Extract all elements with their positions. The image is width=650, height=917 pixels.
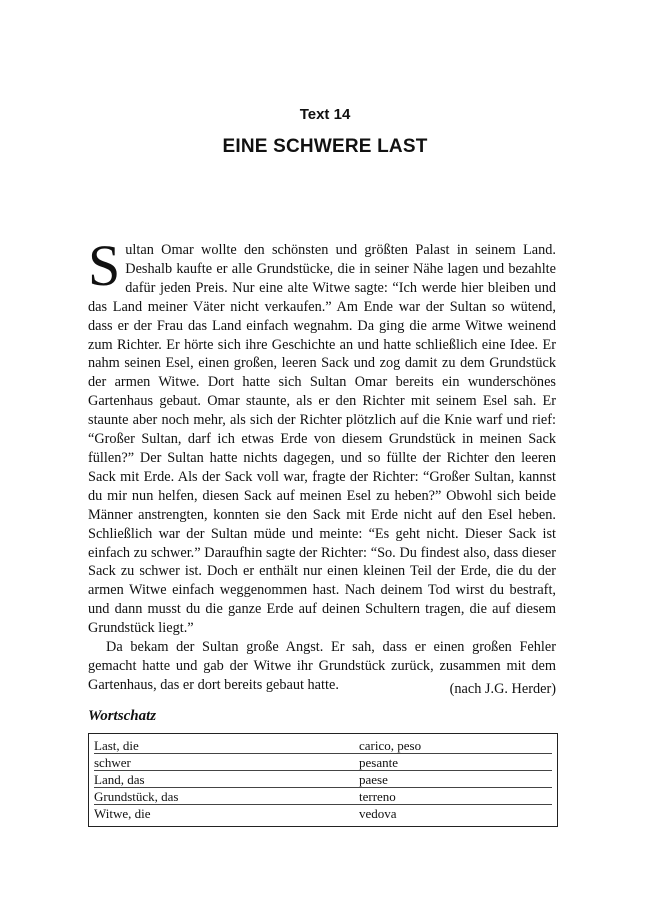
paragraph-1 xyxy=(88,233,556,638)
vocabulary-term: Last, die xyxy=(94,737,359,754)
vocabulary-term: Grundstück, das xyxy=(94,788,359,805)
vocabulary-row xyxy=(94,771,552,788)
vocabulary-table xyxy=(88,733,558,827)
story-body xyxy=(88,233,556,695)
vocabulary-translation: vedova xyxy=(359,806,397,821)
vocabulary-translation: paese xyxy=(359,771,552,788)
vocabulary-translation: pesante xyxy=(359,754,552,771)
vocabulary-heading: Wortschatz xyxy=(88,708,157,724)
vocabulary-term: schwer xyxy=(94,754,359,771)
vocabulary-translation: terreno xyxy=(359,788,552,805)
vocabulary-term: Witwe, die xyxy=(94,806,151,821)
paragraph-1-text: ultan Omar wollte den schönsten und größten Palast in seinem Land. Deshalb kaufte er alle Grundstücke, die in seiner Nähe lagen und bezahlte dafür jeden Preis. Nur eine alte Witwe sagte: “Ich werde hier bleiben und das Land meiner Väter nicht verkaufen.” Am Ende war der Sultan so wütend, dass er der Frau das Land einfach wegnahm. Da ging die arme Witwe weinend zum Richter. Er hörte sich ihre Geschichte an und hatte schließlich eine Idee. Er nahm seinen Esel, einen großen, leeren Sack und zog damit zu dem Grundstück der armen Witwe. Dort hatte sich Sultan Omar bereits ein wunderschönes Gartenhaus gebaut. Omar staunte, als er den Richter mit seinem Esel sah. Er staunte aber noch mehr, als sich der Richter plötzlich auf die Knie warf und rief: “Großer Sultan, darf ich etwas Erde von diesem Grundstück in meinen Sack füllen?” Der Sultan hatte nichts dagegen, und so füllte der Richter den leeren Sack mit Erde. Als der Sack voll war, fragte der Richter: “Großer Sultan, kannst du mir nun helfen, diesen Sack auf meinen Esel zu heben?” Obwohl sich beide Männer anstrengten, konnten sie den Sack mit Erde nicht auf den Esel heben. Schließlich war der Sultan müde und meinte: “Es geht nicht. Dieser Sack ist einfach zu schwer.” Daraufhin sagte der Richter: “So. Du findest also, dass dieser Sack zu schwer ist. Doch er enthält nur einen kleinen Teil der Erde, die du der armen Witwe einfach weggenommen hast. Nach deinem Tod wirst du bestraft, und dann musst du die ganze Erde auf deinen Schultern tragen, die auf diesem Grundstück liegt.” xyxy=(88,242,556,637)
text-number: Text 14 xyxy=(299,106,351,123)
vocabulary-row xyxy=(94,805,552,822)
page-title: EINE SCHWERE LAST xyxy=(222,136,428,157)
attribution: (nach J.G. Herder) xyxy=(449,681,556,697)
paragraph-2: Da bekam der Sultan große Angst. Er sah, dass er einen großen Fehler gemacht hatte und gab der Witwe ihr Grundstück zurück, zusammen mit dem Gartenhaus, das er dort bereits gebaut hatte. xyxy=(88,639,556,693)
drop-cap: S xyxy=(88,233,121,298)
vocabulary-translation: carico, peso xyxy=(359,737,552,754)
vocabulary-row xyxy=(94,788,552,805)
vocabulary-row xyxy=(94,754,552,771)
vocabulary-term: Land, das xyxy=(94,771,359,788)
vocabulary-row xyxy=(94,737,552,754)
